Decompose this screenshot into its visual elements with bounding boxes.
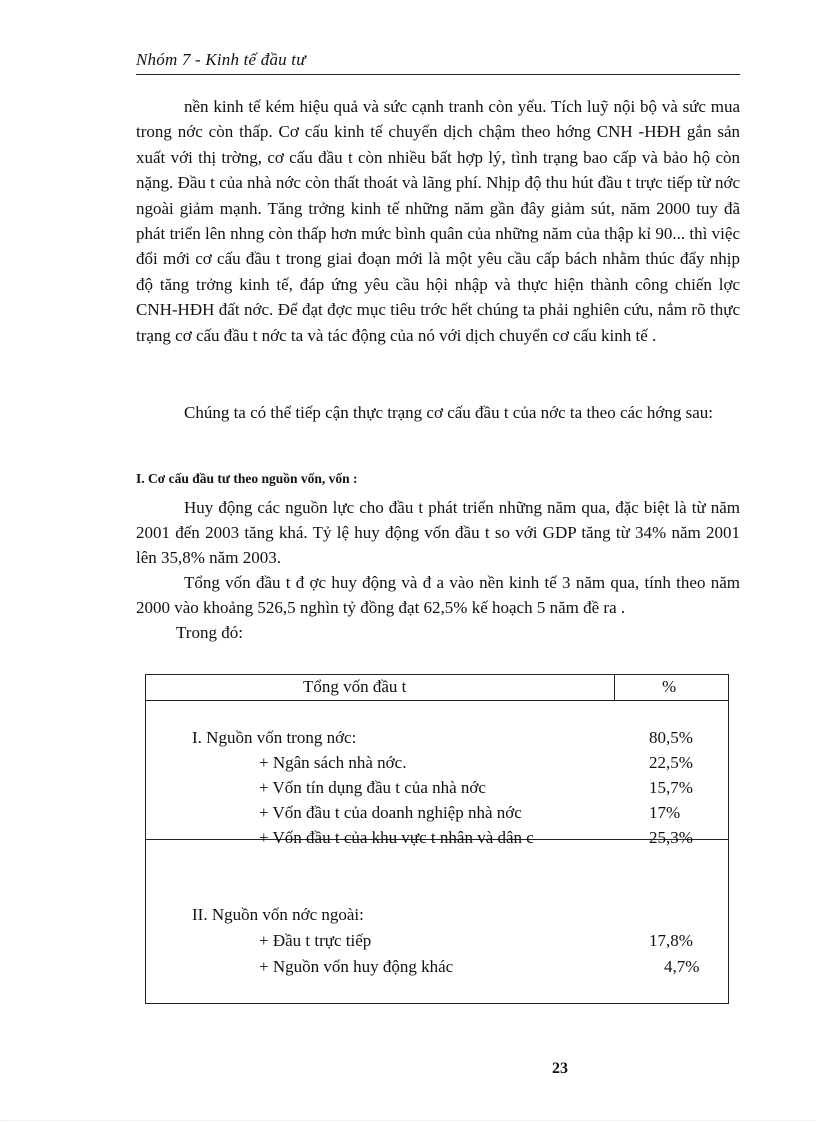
table-column-divider: [614, 675, 615, 700]
table-row-value: 17,8%: [649, 931, 693, 950]
table-row-value: 25,3%: [649, 828, 693, 847]
page-header: [136, 48, 740, 75]
table-row-value: 80,5%: [649, 728, 693, 747]
section-title: I. Cơ cấu đầu tư theo nguồn vốn, vốn :: [136, 471, 358, 486]
table-row-label: + Vốn tín dụng đầu t của nhà nớc: [259, 778, 486, 797]
page-bottom-border: [0, 1120, 816, 1121]
table-row-label: + Nguồn vốn huy động khác: [259, 957, 454, 976]
section-paragraph-1: Huy động các nguồn lực cho đầu t phát triển những năm qua, đặc biệt là từ năm 2001 đến 2003 tăng khá. Tỷ lệ huy động vốn đầu t so với GDP tăng từ 34% năm 2001 lên 35,8% năm 2003.: [136, 498, 740, 567]
table-row-label: + Ngân sách nhà nớc.: [259, 753, 407, 772]
investment-table: [145, 674, 729, 1004]
table-header-divider: [146, 700, 728, 701]
table-row-label: I. Nguồn vốn trong nớc:: [192, 728, 357, 747]
page-number: [0, 1060, 816, 1078]
table-row-value: 15,7%: [649, 778, 693, 797]
table-row-label: + Vốn đầu t của doanh nghiệp nhà nớc: [259, 803, 522, 822]
header-title: Nhóm 7 - Kinh tế đầu tư: [136, 50, 306, 69]
approach-paragraph: Chúng ta có thể tiếp cận thực trạng cơ cấu đầu t của nớc ta theo các hớng sau:: [184, 403, 713, 422]
table-header-total: Tổng vốn đầu t: [303, 677, 407, 696]
section-body: [136, 495, 740, 620]
trong-do-label: Trong đó:: [176, 623, 243, 642]
table-row-label: + Đầu t trực tiếp: [259, 931, 372, 950]
table-header-percent: %: [662, 677, 677, 696]
intro-paragraph: nền kinh tế kém hiệu quả và sức cạnh tranh còn yếu. Tích luỹ nội bộ và sức mua trong nớc còn thấp. Cơ cấu kinh tế chuyển dịch chậm theo hớng CNH -HĐH gắn sản xuất với thị trờng, cơ cấu đầu t còn nhiều bất hợp lý, tình trạng bao cấp và bảo hộ còn nặng. Đầu t của nhà nớc còn thất thoát và lãng phí. Nhịp độ thu hút đầu t trực tiếp từ nớc ngoài giảm mạnh. Tăng trởng kinh tế những năm gần đây giảm sút, năm 2000 tuy đã phát triển lên nhng còn thấp hơn mức bình quân của những năm của thập kỉ 90... thì việc đổi mới cơ cấu đầu t trong giai đoạn mới là một yêu cầu cấp bách nhằm thúc đẩy nhịp độ tăng trởng kinh tế, đáp ứng yêu cầu hội nhập và thực hiện thành công chiến lợc CNH-HĐH đất nớc. Để đạt đợc mục tiêu trớc hết chúng ta phải nghiên cứu, nắm rõ thực trạng cơ cấu đầu t nớc ta và tác động của nó với dịch chuyển cơ cấu kinh tế .: [136, 97, 740, 345]
table-row-label: II. Nguồn vốn nớc ngoài:: [192, 905, 364, 924]
table-row-value: 22,5%: [649, 753, 693, 772]
table-row-label: + Vốn đầu t của khu vực t nhân và dân c: [259, 828, 534, 847]
table-row-value: 4,7%: [664, 957, 700, 976]
page-number-text: 23: [552, 1060, 568, 1077]
intro-section: [136, 94, 740, 348]
table-row-value: 17%: [649, 803, 681, 822]
section-paragraph-2: Tổng vốn đầu t đ ợc huy động và đ a vào nền kinh tế 3 năm qua, tính theo năm 2000 vào khoảng 526,5 nghìn tỷ đồng đạt 62,5% kế hoạch 5 năm đề ra .: [136, 573, 740, 617]
